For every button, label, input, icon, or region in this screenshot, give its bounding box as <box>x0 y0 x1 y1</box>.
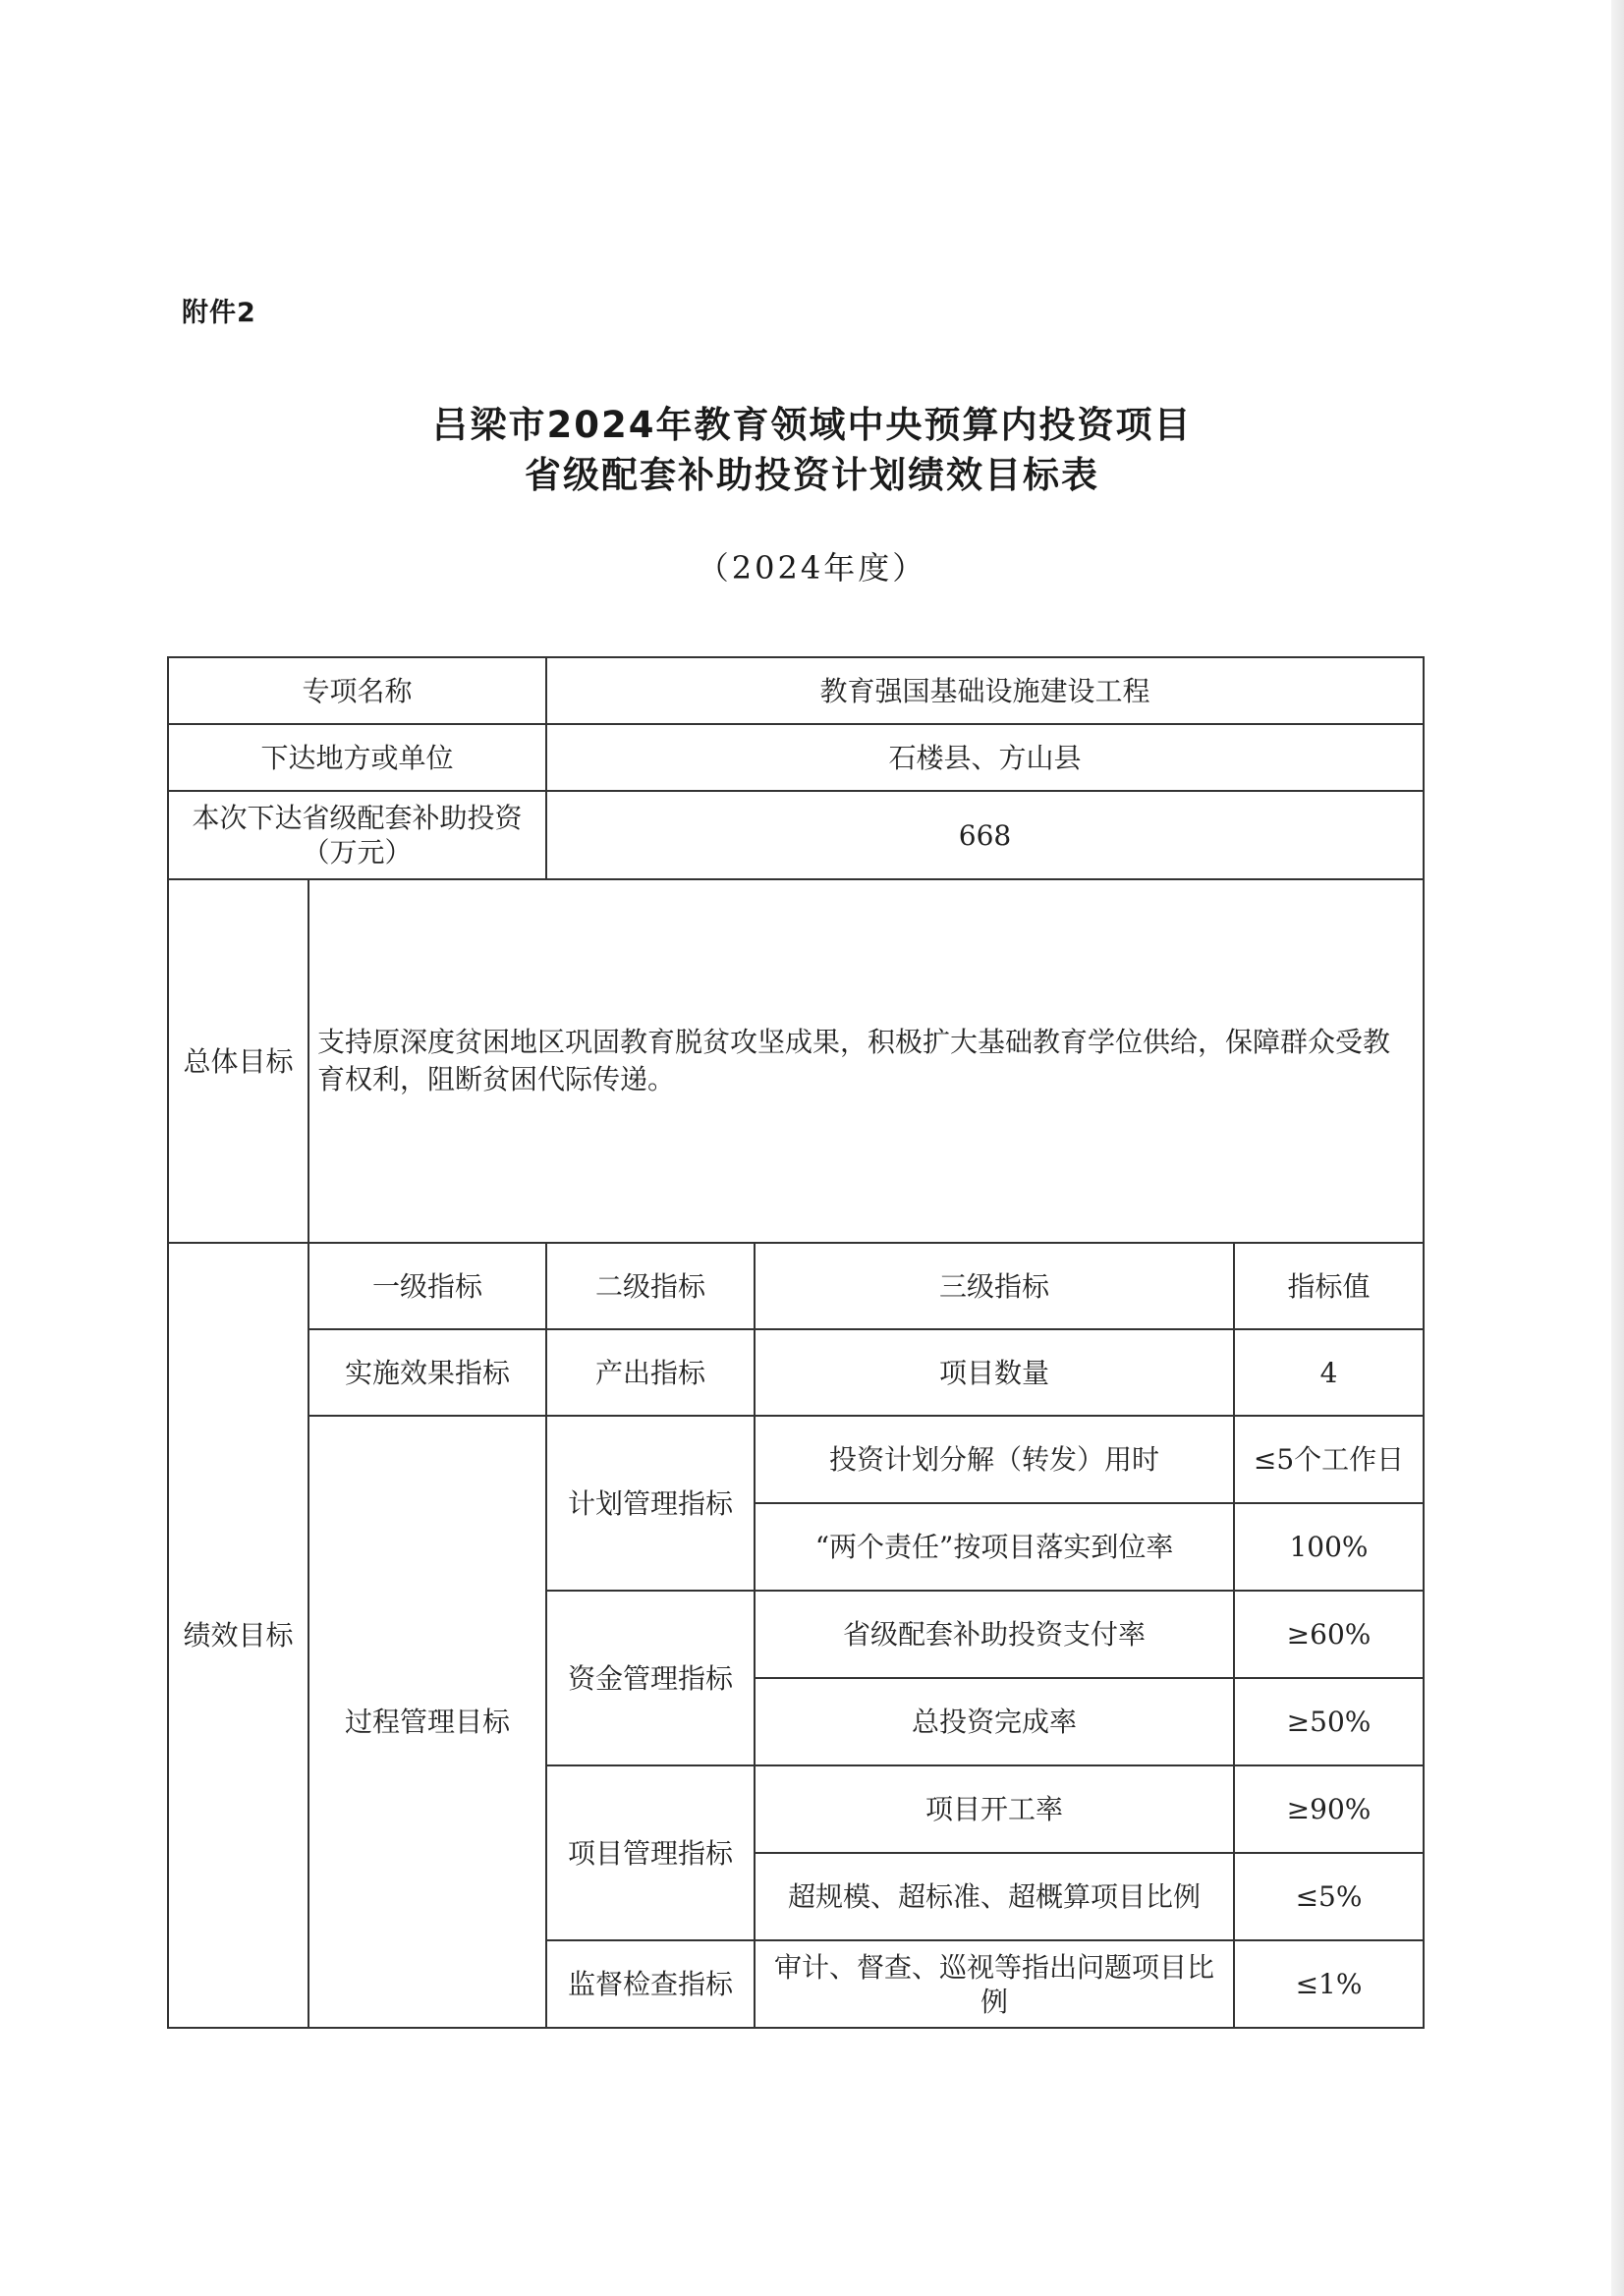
performance-target-table <box>167 656 1425 2029</box>
table-row <box>168 1329 1424 1416</box>
table-row <box>168 879 1424 1243</box>
investment-label-line1: 本次下达省级配套补助投资 <box>192 802 523 834</box>
document-title-line1: 吕梁市2024年教育领域中央预算内投资项目 <box>431 404 1193 446</box>
proj-mgmt-indicator: 项目管理指标 <box>546 1765 755 1940</box>
performance-goal-label: 绩效目标 <box>168 1243 308 2028</box>
investment-label-line2: （万元） <box>302 836 413 868</box>
investment-label <box>168 791 546 879</box>
proj-row1-value: ≥90% <box>1234 1765 1424 1853</box>
header-value: 指标值 <box>1234 1243 1424 1329</box>
process-goal: 过程管理目标 <box>308 1416 546 2028</box>
plan-mgmt-indicator: 计划管理指标 <box>546 1416 755 1591</box>
fund-row2-label: 总投资完成率 <box>755 1678 1234 1765</box>
attachment-label: 附件2 <box>182 298 256 328</box>
header-level1: 一级指标 <box>308 1243 546 1329</box>
plan-row1-label: 投资计划分解（转发）用时 <box>755 1416 1234 1503</box>
overall-goal-label: 总体目标 <box>168 879 308 1243</box>
plan-row2-value: 100% <box>1234 1503 1424 1591</box>
table-row <box>168 1243 1424 1329</box>
fund-row1-label: 省级配套补助投资支付率 <box>755 1591 1234 1678</box>
supervision-indicator: 监督检查指标 <box>546 1940 755 2028</box>
project-name-label: 专项名称 <box>168 657 546 724</box>
output-indicator: 产出指标 <box>546 1329 755 1416</box>
project-count-label: 项目数量 <box>755 1329 1234 1416</box>
fund-mgmt-indicator: 资金管理指标 <box>546 1591 755 1765</box>
fund-row2-value: ≥50% <box>1234 1678 1424 1765</box>
proj-row2-value: ≤5% <box>1234 1853 1424 1940</box>
scan-edge-shadow <box>1611 0 1624 2296</box>
table-row <box>168 657 1424 724</box>
overall-goal-text: 支持原深度贫困地区巩固教育脱贫攻坚成果，积极扩大基础教育学位供给，保障群众受教育权利，阻断贫困代际传递。 <box>308 879 1424 1243</box>
investment-value: 668 <box>546 791 1424 879</box>
effect-indicator: 实施效果指标 <box>308 1329 546 1416</box>
recipient-value: 石楼县、方山县 <box>546 724 1424 791</box>
recipient-label: 下达地方或单位 <box>168 724 546 791</box>
fiscal-year: （2024年度） <box>697 549 927 587</box>
document-title-line2: 省级配套补助投资计划绩效目标表 <box>525 454 1099 496</box>
header-level2: 二级指标 <box>546 1243 755 1329</box>
proj-row1-label: 项目开工率 <box>755 1765 1234 1853</box>
header-level3: 三级指标 <box>755 1243 1234 1329</box>
plan-row1-value: ≤5个工作日 <box>1234 1416 1424 1503</box>
plan-row2-label: “两个责任”按项目落实到位率 <box>755 1503 1234 1591</box>
supervision-label: 审计、督查、巡视等指出问题项目比例 <box>755 1940 1234 2028</box>
project-count-value: 4 <box>1234 1329 1424 1416</box>
proj-row2-label: 超规模、超标准、超概算项目比例 <box>755 1853 1234 1940</box>
fund-row1-value: ≥60% <box>1234 1591 1424 1678</box>
supervision-value: ≤1% <box>1234 1940 1424 2028</box>
project-name-value: 教育强国基础设施建设工程 <box>546 657 1424 724</box>
table-row <box>168 791 1424 879</box>
table-row <box>168 1416 1424 1503</box>
table-row <box>168 724 1424 791</box>
